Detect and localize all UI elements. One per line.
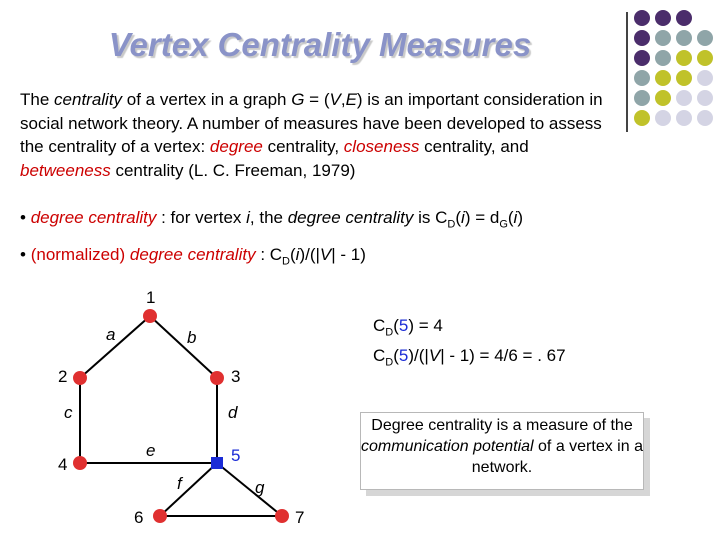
bullet-degree-centrality: • degree centrality : for vertex i, the degree centrality is $C_D(i) = d_G(i)$ [20,208,523,231]
vertex-6 [153,509,167,523]
term-closeness: closeness [343,137,420,156]
normalized-formula-vertex-5: $C_D(5)/(|V| - 1) = 4/6$ = . 67 [373,346,566,369]
vertex-label-2: 2 [58,367,68,386]
edge-label-a: a [106,325,116,344]
vertex-label-4: 4 [58,455,68,474]
vertex-2 [73,371,87,385]
callout-box: Degree centrality is a measure of the communication potential of a vertex in a network. [360,412,644,490]
vertex-label-5: 5 [231,446,241,465]
edge-label-e: e [146,441,156,460]
edge-label-g: g [255,478,265,497]
term-degree: degree [209,137,263,156]
edge-label-f: f [177,474,182,493]
vertex-4 [73,456,87,470]
edge-label-c: c [64,403,73,422]
vertex-label-6: 6 [134,508,144,527]
vertex-label-7: 7 [295,508,305,527]
vertex-label-3: 3 [231,367,241,386]
edge-label-d: d [228,403,238,422]
vertex-5 [211,457,223,469]
slide-title: Vertex Centrality Measures [108,26,532,63]
edge-label-b: b [187,328,197,347]
term-betweeness: betweeness [20,160,111,180]
intro-paragraph: The centrality of a vertex in a graph G = (V,E) is an important consideration in social network theory. A number of measures have been developed to assess the centrality of a vertex: degree centrality, closeness centrality, and betweeness centrality (L. C. Freeman, 1979) [20,90,603,180]
vertex-label-1: 1 [146,288,156,307]
edge-f [160,463,217,516]
vertex-7 [275,509,289,523]
vertex-1 [143,309,157,323]
vertex-3 [210,371,224,385]
edge-b [150,316,217,378]
degree-formula-vertex-5: $C_D(5) = 4$ [373,316,443,339]
edge-g [217,463,282,516]
bullet-normalized-degree-centrality: • (normalized) degree centrality : $C_D(i)/(|V| - 1)$ [20,245,366,268]
